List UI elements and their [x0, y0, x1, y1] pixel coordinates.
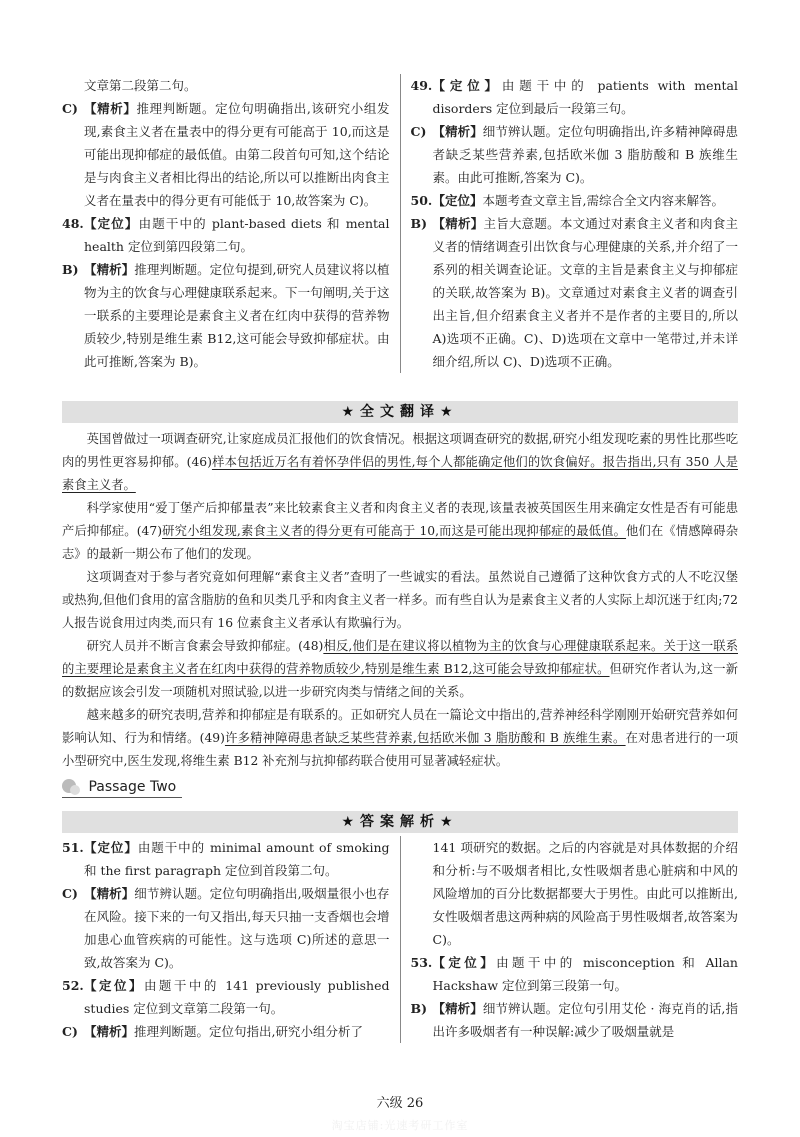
translation-paragraph: 研究人员并不断言食素会导致抑郁症。(48)相反,他们是在建议将以植物为主的饮食与心理健康联系起来。关于这一联系的主要理论是素食主义者在红肉中获得的营养物质较少,特别是维生素 B12,这可能会导致抑郁症状。但研究作者认为,这一新的数据应该会引发一项随机对照试验,以进一步研究肉类与情绪之间的关系。	[62, 639, 738, 699]
answer-analysis: C) 【精析】细节辨认题。定位句明确指出,许多精神障碍患者缺乏某些营养素,包括欧米伽 3 脂肪酸和 B 族维生素。由此可推断,答案为 C)。	[410, 124, 738, 185]
page-number: 六级 26	[376, 1096, 424, 1111]
bottom-columns	[62, 836, 738, 1043]
translation-section	[62, 428, 738, 773]
question-locate: 53. 【定位】由题干中的 misconception 和 Allan Hackshaw 定位到第三段第一句。	[410, 955, 738, 993]
answer-analysis: B) 【精析】主旨大意题。本文通过对素食主义者和肉食主义者的情绪调查引出饮食与心理健康的关系,并介绍了一系列的相关调查论证。文章的主旨是素食主义与抑郁症的关联,故答案为 B)。文章通过对素食主义者的调查引出主旨,但介绍素食主义者并不是作者的主要目的,所以 A)选项不正确。C)、D)选项在文章中一笔带过,并未详细介绍,所以 C)、D)选项不正确。	[410, 216, 738, 369]
question-locate: 48. 【定位】由题干中的 plant-based diets 和 mental health 定位到第四段第二句。	[62, 216, 390, 254]
answer-banner: ★答案解析★	[62, 811, 738, 833]
translation-paragraph: 英国曾做过一项调查研究,让家庭成员汇报他们的饮食情况。根据这项调查研究的数据,研究小组发现吃素的男性比那些吃肉的男性更容易抑郁。(46)样本包括近万名有着怀孕伴侣的男性,每个人都能确定他们的饮食偏好。报告指出,只有 350 人是素食主义者。	[62, 432, 739, 492]
answer-analysis: C) 【精析】细节辨认题。定位句明确指出,吸烟量很小也存在风险。接下来的一句又指出,每天只抽一支香烟也会增加患心血管疾病的可能性。这与选项 C)所述的意思一致,故答案为 C)。	[62, 886, 390, 970]
answer-analysis: B) 【精析】细节辨认题。定位句引用艾伦 · 海克肖的话,指出许多吸烟者有一种误解:减少了吸烟量就是	[410, 1001, 738, 1039]
answer-analysis: C) 【精析】推理判断题。定位句指出,研究小组分析了	[62, 1024, 363, 1039]
question-locate: 49. 【定位】由题干中的 patients with mental disorders 定位到最后一段第三句。	[410, 78, 738, 116]
passage-title: Passage Two	[88, 779, 177, 795]
answer-analysis: B) 【精析】推理判断题。定位句提到,研究人员建议将以植物为主的饮食与心理健康联系起来。下一句阐明,关于这一联系的主要理论是素食主义者在红肉中获得的营养物质较少,特别是维生素 B12,这可能会导致抑郁症状。由此可推断,答案为 B)。	[62, 262, 390, 369]
translation-banner: ★全文翻译★	[62, 401, 738, 423]
top-left-column	[62, 74, 401, 373]
question-locate: 50. 【定位】本题考查文章主旨,需综合全文内容来解答。	[410, 193, 724, 208]
paragraph: 文章第二段第二句。	[84, 78, 197, 93]
passage-heading	[62, 776, 738, 798]
top-columns	[62, 74, 738, 373]
top-right-column	[401, 74, 739, 373]
bubble-icon	[62, 779, 76, 793]
bottom-left-column	[62, 836, 401, 1043]
divider	[62, 797, 182, 798]
translation-paragraph: 越来越多的研究表明,营养和抑郁症是有联系的。正如研究人员在一篇论文中指出的,营养神经科学刚刚开始研究营养如何影响认知、行为和情绪。(49)许多精神障碍患者缺乏某些营养素,包括欧米伽 3 脂肪酸和 B 族维生素。在对患者进行的一项小型研究中,医生发现,将维生素 B12 补充剂与抗抑郁药联合使用可显著减轻症状。	[62, 708, 738, 768]
translation-paragraph: 这项调查对于参与者究竟如何理解“素食主义者”查明了一些诚实的看法。虽然说自己遵循了这种饮食方式的人不吃汉堡或热狗,但他们食用的富含脂肪的鱼和贝类几乎和肉食主义者一样多。而有些自认为是素食主义者的人实际上却沉迷于红肉;72 人报告说食用过肉类,而只有 16 位素食主义者承认有欺骗行为。	[62, 570, 738, 630]
watermark: 淘宝店铺:光速考研工作室	[331, 1119, 469, 1132]
paragraph: 141 项研究的数据。之后的内容就是对具体数据的介绍和分析:与不吸烟者相比,女性吸烟者患心脏病和中风的风险增加的百分比数据都要大于男性。由此可以推断出,女性吸烟者患这两种病的风险高于男性吸烟者,故答案为 C)。	[432, 840, 738, 947]
question-locate: 51. 【定位】由题干中的 minimal amount of smoking 和 the first paragraph 定位到首段第二句。	[62, 840, 390, 878]
question-locate: 52. 【定位】由题干中的 141 previously published studies 定位到文章第二段第一句。	[62, 978, 390, 1016]
translation-paragraph: 科学家使用“爱丁堡产后抑郁量表”来比较素食主义者和肉食主义者的表现,该量表被英国医生用来确定女性是否有可能患产后抑郁症。(47)研究小组发现,素食主义者的得分更有可能高于 10,而这是可能出现抑郁症的最低值。他们在《情感障碍杂志》的最新一期公布了他们的发现。	[62, 501, 738, 561]
answer-analysis: C) 【精析】推理判断题。定位句明确指出,该研究小组发现,素食主义者在量表中的得分更有可能高于 10,而这是可能出现抑郁症的最低值。由第二段首句可知,这个结论是与肉食主义者相比得出的结论,所以可以推断出肉食主义者在量表中的得分更有可能低于 10,故答案为 C)。	[62, 101, 390, 208]
bottom-right-column	[401, 836, 739, 1043]
